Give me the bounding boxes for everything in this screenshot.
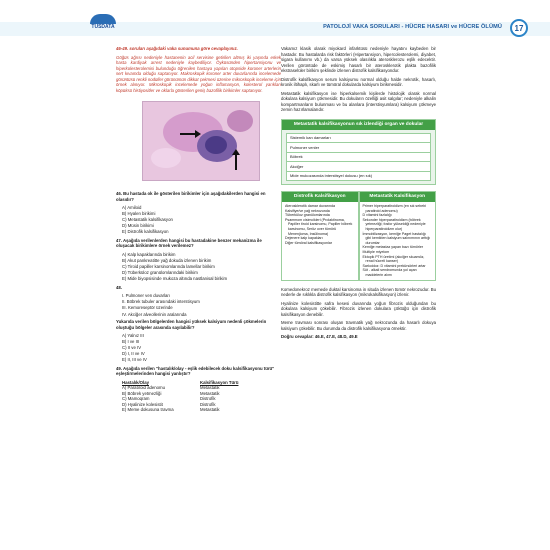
option: B) Akut pankreatitte yağ dokuda izlenen birikim	[122, 257, 212, 263]
q48-text: 48.	[116, 284, 122, 290]
question-intro: 46-49. soruları aşağıdaki vaka sunumuna göre cevaplayınız.	[116, 46, 238, 51]
table-cell: A) Paratiroid adenomu	[122, 385, 165, 391]
option: C) Tiroid papiller karsinomlarında lamellar birikim	[122, 264, 215, 270]
option: D) Müsin birikimi	[122, 223, 154, 229]
dystrophic-list	[282, 202, 358, 247]
q46-options	[116, 205, 281, 235]
table-cell: D) Hyalinize kolesistit	[122, 401, 163, 407]
dystrophic-column	[281, 191, 359, 281]
option: A) Kalp kapaklarında birikim	[122, 251, 176, 257]
q47-options	[116, 252, 281, 282]
list-item: Tüberküloz granülomlarında	[285, 213, 330, 218]
list-item: Dejenere kalp kapakları	[285, 236, 323, 241]
table-cell: Metastatik	[200, 390, 220, 396]
list-item: Böbrek	[287, 153, 430, 163]
option: B) I ve III	[122, 339, 140, 345]
metastatic-sites-box	[281, 119, 436, 186]
table-cell: Metastatik	[200, 407, 220, 413]
metastatic-list	[360, 202, 436, 280]
explanation-paragraph: Komedonekroz memede duktal karsinoma in situda izlenen tümör nekrozudur. Bu nederle de sıklıkla distrofik kalsifikasyon (mikrokalsifikasyon) izlenir.	[281, 286, 436, 297]
table-cell: Distrofik	[200, 401, 216, 407]
list-item: Diğer tümöral kalsifikasyonlar	[285, 240, 332, 245]
option: E) Distrofik kalsifikasyon	[122, 229, 169, 235]
table-cell: C) Mamoqram	[122, 396, 150, 402]
column-header: Hastalık/Olay	[122, 379, 149, 385]
column-header: Metastatik Kalsifikasyon	[360, 192, 436, 202]
list-item: Multiple miyelom	[362, 249, 390, 254]
list-item: Mide mukozasında interstisyel dokusu (en sık)	[290, 173, 373, 178]
option: B) Hyalen birikimi	[122, 211, 156, 217]
list-item: Sistemik kan damarları	[287, 134, 430, 144]
list-item: Akciğer	[287, 162, 430, 172]
calcification-comparison-table	[281, 191, 436, 281]
q48-items	[116, 293, 281, 317]
arrow-icon	[180, 133, 196, 135]
q49-table	[116, 380, 281, 413]
list-item: Ektopik PTH üretimi (akciğer skuamöz, renal hücreli kanser)	[362, 254, 425, 264]
list-item: Kemiğe metastaz yapan bazı tümörler	[362, 245, 424, 250]
metastatic-column	[359, 191, 437, 281]
column-header: Distrofik Kalsifikasyon	[282, 192, 358, 202]
logo-text: TUSDATA	[91, 24, 115, 30]
option: C) Metastatik kalsifikasyon	[122, 217, 173, 223]
list-item: İmmobilizasyon, kemiğe Paget hastalığı gibi kemikten kalsiyum salınımının arttığı durumlar	[362, 231, 431, 245]
explanation-paragraph: Metastatik kalsifikasyon ise hiperkalsemik kişilerde histolojik olarak normal dokulara kalsiyum çökmesidir. Bu dokuların özelliği asit salgılar; nedeniyle alkalin kompartmanların bulunması ve bu alanlara (interstisyumlara) kalsiyum çökmeye zemin hazırlamalarıdır.	[281, 90, 436, 112]
list-item: Kalsifiye/ve yağ nekrozunda	[285, 208, 330, 213]
q49-text: 49. Aşağıda verilen "hastalık/olay - eşlik edebilecek doku kalsifikasyonu türü" eşleştirmelerinden hangisi yanlıştır?	[116, 365, 275, 377]
q48-options	[116, 333, 281, 363]
column-header: Kalsifikasyon Türü	[200, 379, 239, 385]
q47-text: 47. Aşağıda verilenlerden hangisi bu hastadakine benzer mekanizma ile oluşacak birikimlere örnek verilemez?	[116, 237, 262, 249]
list-item: IV. Akciğer alveollerinin aralarında	[122, 311, 187, 317]
list-item: Sekonder hiperparatiroidizm (böbrek yetmezliği; fosfor yükseldiği nedeniyle hiperparatiroidizm olur)	[362, 217, 426, 231]
list-item: D vitamini fazlalığı	[362, 213, 392, 218]
box-title: Metastatik kalsifikasyonun sık izlendiği organ ve dokular	[282, 120, 435, 130]
table-row	[122, 407, 281, 413]
table-cell: Distrofik	[200, 396, 216, 402]
logo-icon	[90, 14, 116, 24]
q46-text: 46. Bu hastada ok ile gösterilen birikimler için aşağıdakilerden hangisi en olasıdır?	[116, 191, 266, 202]
table-cell: Metastatik	[200, 385, 220, 391]
list-item: I. Pulmoner ven duvarları	[122, 293, 171, 299]
answer-key: Doğru cevaplar: 46.E, 47.E, 48.D, 49.E	[281, 334, 358, 339]
list-item: Sarkoidoz: D vitamini prekürsörleri artar	[362, 263, 426, 268]
explanation-paragraph: Distrofik kalsifikasyon serum kalsiyumu normal olduğu halde nekrotik, hasarlı, kronik iltihaplı, skarlı ve tümöral dokularda kalsiyum birikmesidir.	[281, 76, 436, 87]
list-item: Primer hiperparatiroidizm (en sık sebebi paratiroid adenomu)	[362, 204, 427, 213]
page-number: 17	[510, 19, 528, 37]
list-item: III. Kemoreseptör üzerinde	[122, 305, 173, 311]
option: A) Amiloid	[122, 205, 142, 210]
list-item: Aterosklerotik damar duvarında	[285, 204, 335, 208]
box-list	[286, 133, 431, 182]
histology-image	[142, 101, 260, 181]
table-cell: E) Meme dokusuna travma	[122, 407, 174, 413]
option: D) I, II ve IV	[122, 351, 145, 357]
explanation-paragraph: Vakamız klasik olarak miyokard infarktüsü nedeniyle hayatını kaybeden bir hastadır. Bu hastalarda risk faktörleri (Hipertansiyon, hipercolesterolemi, diyabet, sigara kullanımı vb.) da varsa yüksek olasılıkla aterosklerozu eşlik edecektir. Verilen görüntüde de eskimiş hasarlı bir aterosklerotik plakta bazofilik ekstraselüler birikim şeklinde izlenen distrofik kalsifikasyondur.	[281, 46, 436, 73]
left-column	[116, 46, 281, 413]
right-column	[281, 46, 436, 343]
list-item: Süt - alkali sendromunda yol açan maddelerin alımı	[362, 268, 417, 277]
option: D) Tüberküloz granülomlarındaki birikim	[122, 270, 198, 276]
arrow-icon	[235, 154, 237, 170]
explanation-paragraph: Hyalinize kolesistitte safra kesesi duvarında yoğun fibrozis olduğundan bu dokulara kalsiyum çökebilir. Fibrozis izlenen dokulara çöktüğü için distrofik kalsifikasyon denebilir.	[281, 300, 436, 317]
case-text: Göğüs ağrısı nedeniyle hastanenin acil servisine getirilen altmış iki yaşında erkek hasta kardiyak arrest nedeniyle kaybediliyor. Öyküsünden hipertansiyonu ve hiperkolesterolemisi bulunduğu öğrenilen hastaya yapılan otopside koroner arterlerin sert kıvamda olduğu saptanıyor. Makroskopik koroner arter duvarlarında incelemede görüntüsü renkli nodüller görünümün dikkat çekmesi üzerine mikroskopik inceleme için örnek alınıyor. Mikroskopik incelemede yoğun inflamasyon, kolesterol yarıkları köpüksü histiyositler ve oklarla gösterilen geniş bazofilik birikimler saptanıyor.	[116, 54, 281, 93]
chapter-title: PATOLOJİ VAKA SORULARI - HÜCRE HASARI ve HÜCRE ÖLÜMÜ	[323, 24, 502, 30]
option: E) II, III ve IV	[122, 357, 147, 363]
table-cell: B) Böbrek yetmezliği	[122, 390, 162, 396]
list-item: II. Böbrek tubuler arasındaki interstisyum	[122, 299, 200, 305]
option: C) II ve IV	[122, 345, 142, 351]
option: E) Mide biyopsisinde mukoza altında nastlanisal birikim	[122, 276, 228, 282]
list-item: Pulmoner venler	[287, 143, 430, 153]
explanation-paragraph: Meme travması sonrası oluşan travmatik yağ nekrozunda da hasarlı dokuya kalsiyum çökebilir. Bu durumda da distrofik kalsifikasyona örnektir.	[281, 320, 436, 331]
option: A) Yalnız III	[122, 333, 144, 339]
q48-question: Yukarıda verilen bölgelerden hangisi yüksek kalsiyum nedenli çökmelerin oluştuğu bölgeler arasında sayılabilir?	[116, 319, 267, 330]
publisher-logo	[88, 14, 118, 36]
list-item: Psammom cisimcikleri (Prolaktinoma, Papiller tiroid karsinomu, Papiller böbrek karsinomu, Seröz over tümörü Menenjioma, Insülinoma)	[285, 217, 353, 236]
